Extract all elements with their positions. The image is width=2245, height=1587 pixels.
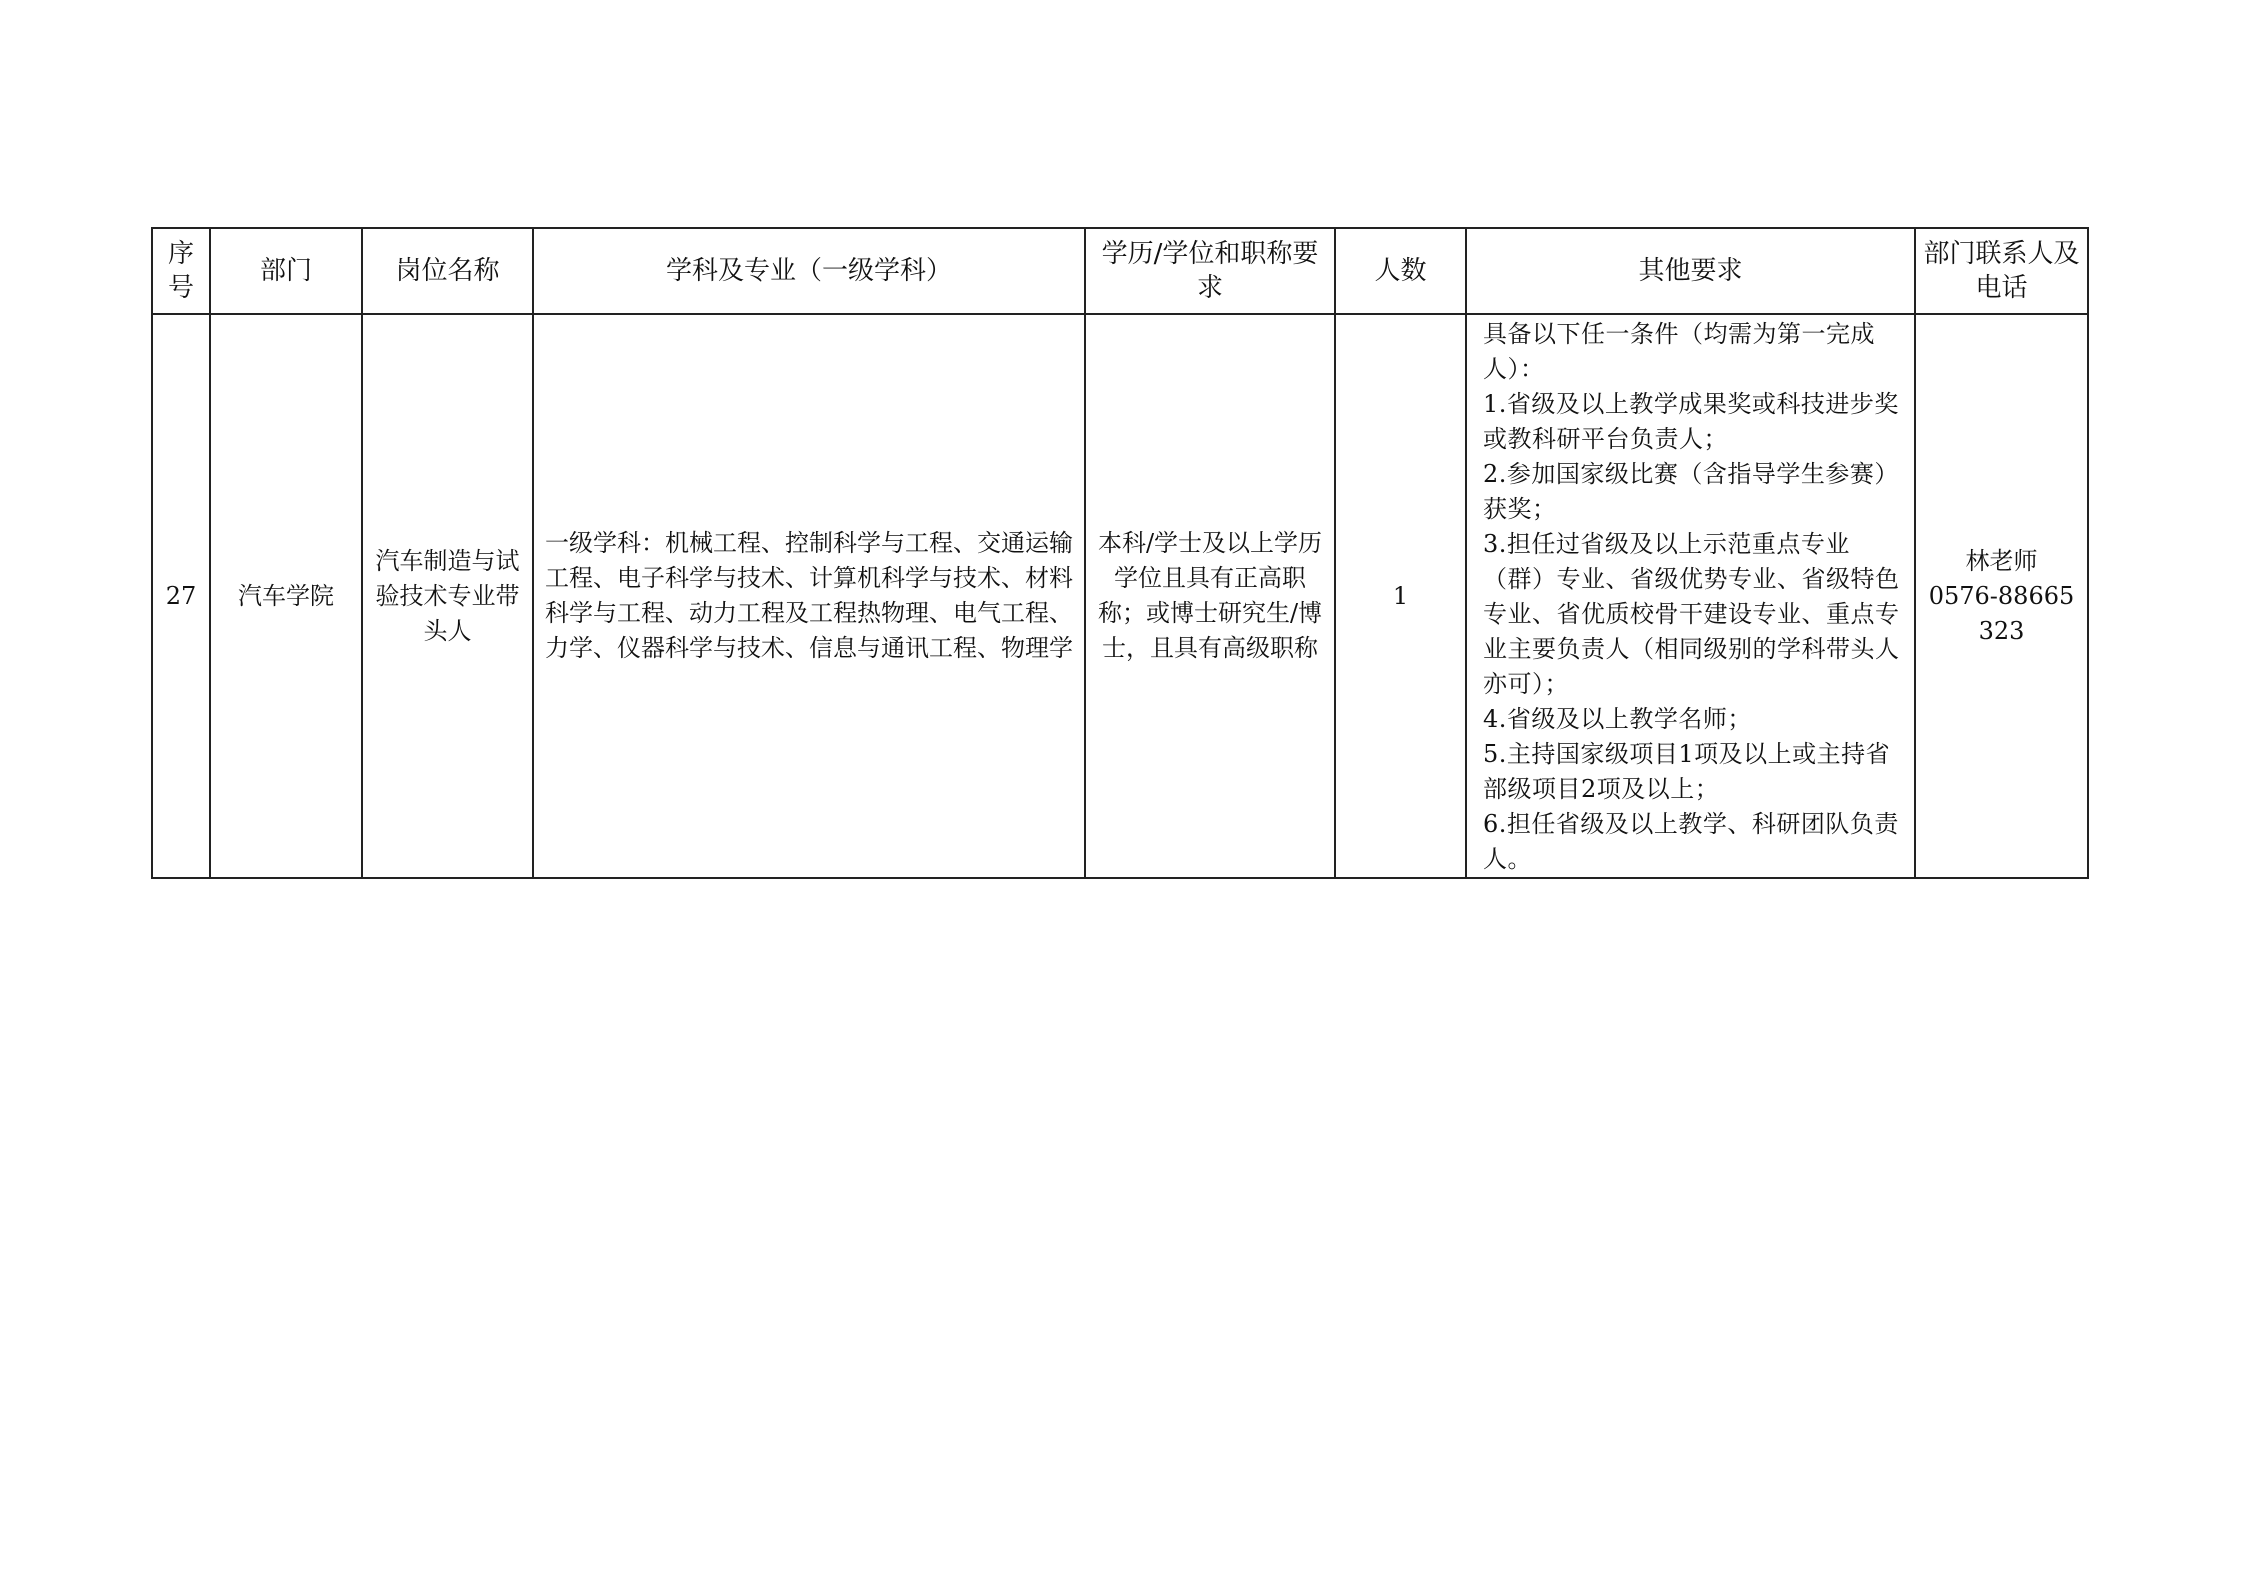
header-other-requirements: 其他要求 xyxy=(1466,228,1915,314)
header-contact: 部门联系人及电话 xyxy=(1915,228,2088,314)
requirement-item: 5.主持国家级项目1项及以上或主持省部级项目2项及以上； xyxy=(1483,740,1891,803)
table-header-row xyxy=(152,228,2088,314)
cell-seq: 27 xyxy=(152,314,210,878)
header-count: 人数 xyxy=(1335,228,1466,314)
header-seq: 序号 xyxy=(152,228,210,314)
requirement-item: 6.担任省级及以上教学、科研团队负责人。 xyxy=(1483,810,1899,873)
header-position: 岗位名称 xyxy=(362,228,533,314)
table-row xyxy=(152,314,2088,878)
cell-position: 汽车制造与试验技术专业带头人 xyxy=(362,314,533,878)
contact-name: 林老师 xyxy=(1965,546,2038,575)
contact-phone: 0576-88665323 xyxy=(1928,581,2075,645)
cell-other-requirements xyxy=(1466,314,1915,878)
header-discipline: 学科及专业（一级学科） xyxy=(533,228,1085,314)
requirement-intro: 具备以下任一条件（均需为第一完成人）： xyxy=(1483,320,1875,383)
requirement-item: 1.省级及以上教学成果奖或科技进步奖或教科研平台负责人； xyxy=(1483,390,1899,453)
cell-department: 汽车学院 xyxy=(210,314,362,878)
cell-contact xyxy=(1915,314,2088,878)
requirement-item: 3.担任过省级及以上示范重点专业（群）专业、省级优势专业、省级特色专业、省优质校骨干建设专业、重点专业主要负责人（相同级别的学科带头人亦可）； xyxy=(1483,530,1900,698)
requirement-item: 2.参加国家级比赛（含指导学生参赛）获奖； xyxy=(1483,460,1899,523)
cell-count: 1 xyxy=(1335,314,1466,878)
cell-education: 本科/学士及以上学历学位且具有正高职称；或博士研究生/博士，且具有高级职称 xyxy=(1085,314,1335,878)
header-education: 学历/学位和职称要求 xyxy=(1085,228,1335,314)
cell-discipline: 一级学科：机械工程、控制科学与工程、交通运输工程、电子科学与技术、计算机科学与技术、材料科学与工程、动力工程及工程热物理、电气工程、力学、仪器科学与技术、信息与通讯工程、物理学 xyxy=(533,314,1085,878)
recruitment-table xyxy=(151,227,2089,879)
requirement-item: 4.省级及以上教学名师； xyxy=(1483,705,1752,733)
header-department: 部门 xyxy=(210,228,362,314)
